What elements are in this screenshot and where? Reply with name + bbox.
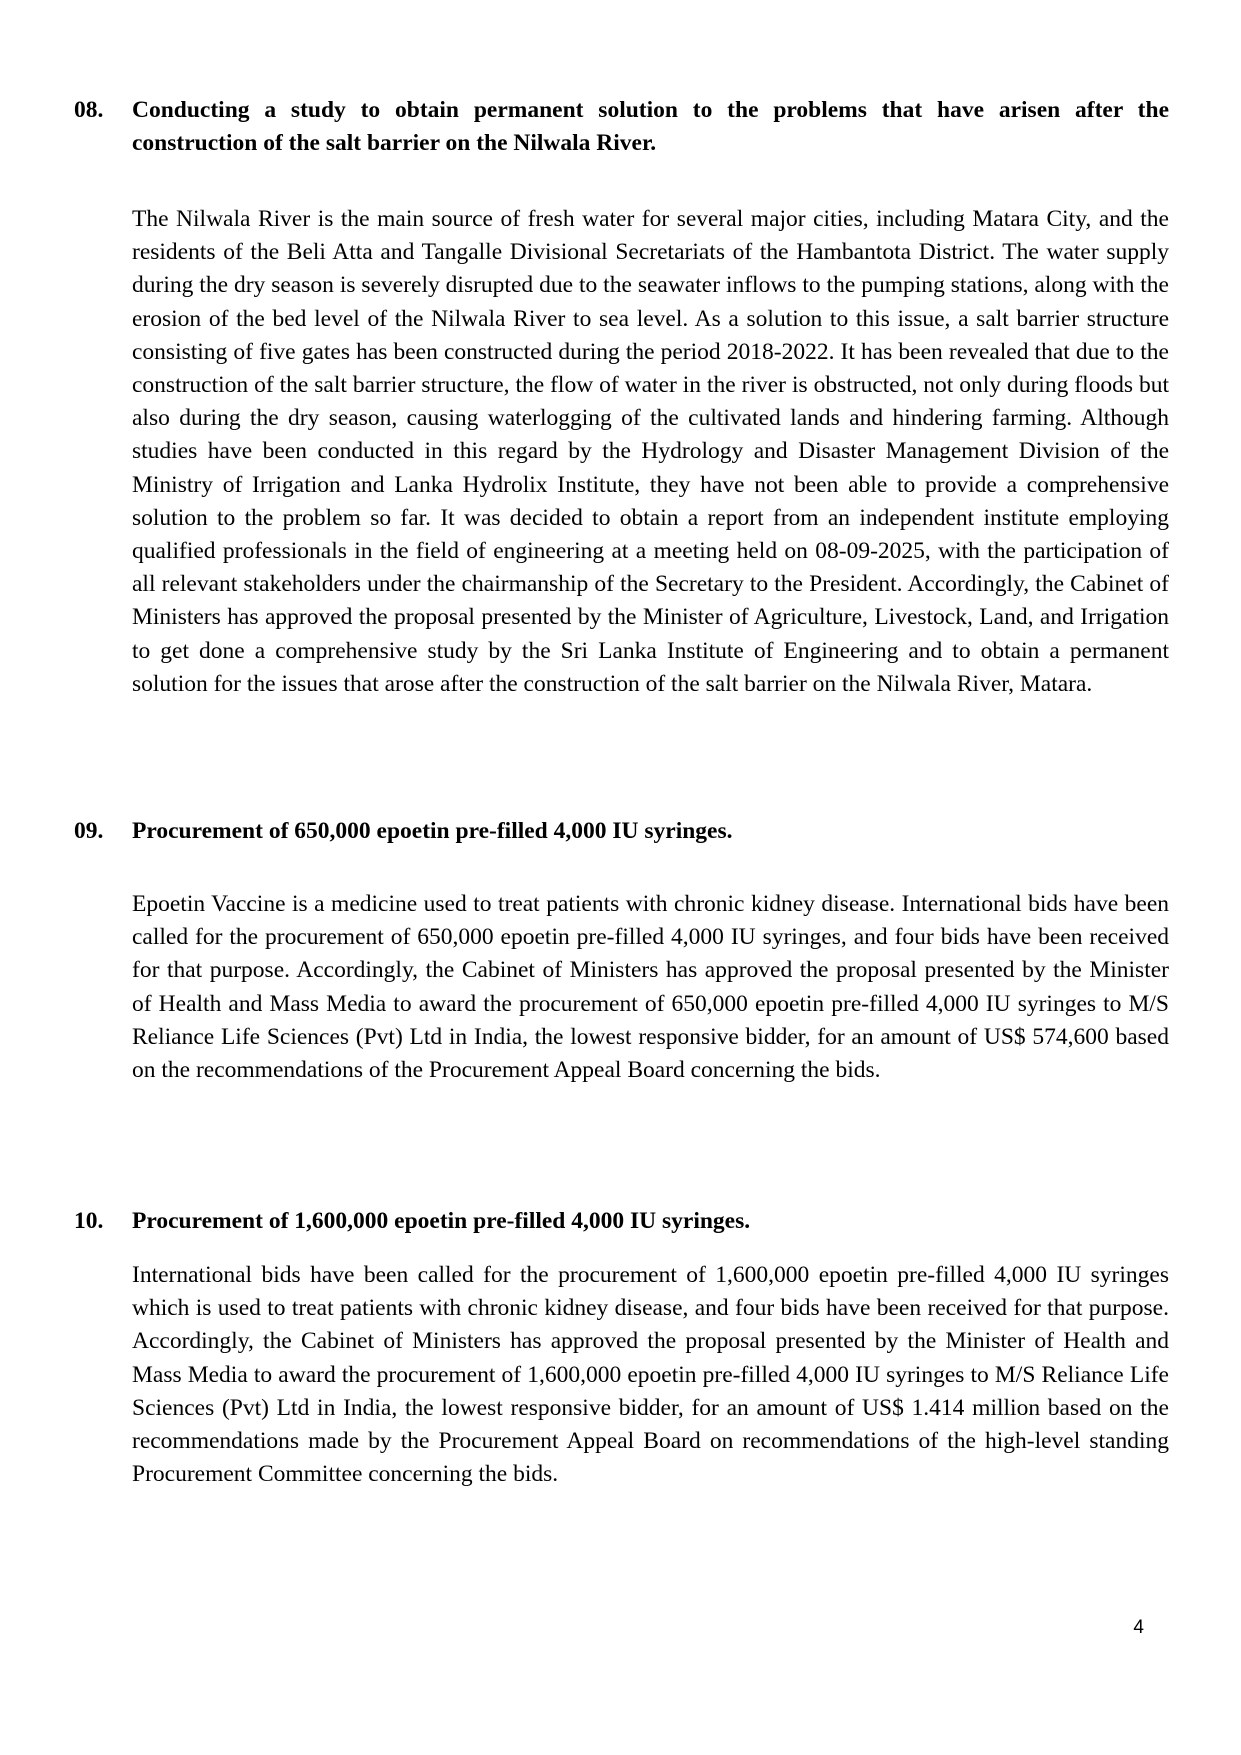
item-title: Procurement of 650,000 epoetin pre-filled 4,000 IU syringes. bbox=[132, 818, 733, 844]
item-number: 10. bbox=[74, 1208, 104, 1234]
item-heading bbox=[74, 1205, 1169, 1238]
item-heading bbox=[74, 815, 1169, 848]
cabinet-decision-item-09 bbox=[74, 815, 1169, 1111]
item-body-paragraph: International bids have been called for the procurement of 1,600,000 epoetin pre-filled 4,000 IU syringes which is used to treat patients with chronic kidney disease, and four bids have been received for that purpose. Accordingly, the Cabinet of Ministers has approved the proposal presented by the Minister of Health and Mass Media to award the procurement of 1,600,000 epoetin pre-filled 4,000 IU syringes to M/S Reliance Life Sciences (Pvt) Ltd in India, the lowest responsive bidder, for an amount of US$ 1.414 million based on the recommendations made by the Procurement Appeal Board on recommendations of the high-level standing Procurement Committee concerning the bids. bbox=[132, 1262, 1169, 1488]
item-number: 09. bbox=[74, 818, 104, 844]
page-number: 4 bbox=[1133, 1617, 1144, 1638]
item-heading bbox=[74, 94, 1169, 160]
item-title: Conducting a study to obtain permanent solution to the problems that have arisen after the construction of the salt barrier on the Nilwala River. bbox=[132, 97, 1169, 156]
item-number: 08. bbox=[74, 97, 104, 123]
cabinet-decision-item-08 bbox=[74, 94, 1169, 725]
item-title: Procurement of 1,600,000 epoetin pre-filled 4,000 IU syringes. bbox=[132, 1208, 751, 1234]
item-body-paragraph: Epoetin Vaccine is a medicine used to treat patients with chronic kidney disease. International bids have been called for the procurement of 650,000 epoetin pre-filled 4,000 IU syringes, and four bids have been received for that purpose. Accordingly, the Cabinet of Ministers has approved the proposal presented by the Minister of Health and Mass Media to award the procurement of 650,000 epoetin pre-filled 4,000 IU syringes to M/S Reliance Life Sciences (Pvt) Ltd in India, the lowest responsive bidder, for an amount of US$ 574,600 based on the recommendations of the Procurement Appeal Board concerning the bids. bbox=[132, 891, 1169, 1084]
cabinet-decision-item-10 bbox=[74, 1205, 1169, 1515]
item-body-paragraph: The Nilwala River is the main source of fresh water for several major cities, including Matara City, and the residents of the Beli Atta and Tangalle Divisional Secretariats of the Hambantota District. The water supply during the dry season is severely disrupted due to the seawater inflows to the pumping stations, along with the erosion of the bed level of the Nilwala River to sea level. As a solution to this issue, a salt barrier structure consisting of five gates has been constructed during the period 2018-2022. It has been revealed that due to the construction of the salt barrier structure, the flow of water in the river is obstructed, not only during floods but also during the dry season, causing waterlogging of the cultivated lands and hindering farming. Although studies have been conducted in this regard by the Hydrology and Disaster Management Division of the Ministry of Irrigation and Lanka Hydrolix Institute, they have not been able to provide a comprehensive solution to the problem so far. It was decided to obtain a report from an independent institute employing qualified professionals in the field of engineering at a meeting held on 08-09-2025, with the participation of all relevant stakeholders under the chairmanship of the Secretary to the President. Accordingly, the Cabinet of Ministers has approved the proposal presented by the Minister of Agriculture, Livestock, Land, and Irrigation to get done a comprehensive study by the Sri Lanka Institute of Engineering and to obtain a permanent solution for the issues that arose after the construction of the salt barrier on the Nilwala River, Matara. bbox=[132, 206, 1169, 697]
